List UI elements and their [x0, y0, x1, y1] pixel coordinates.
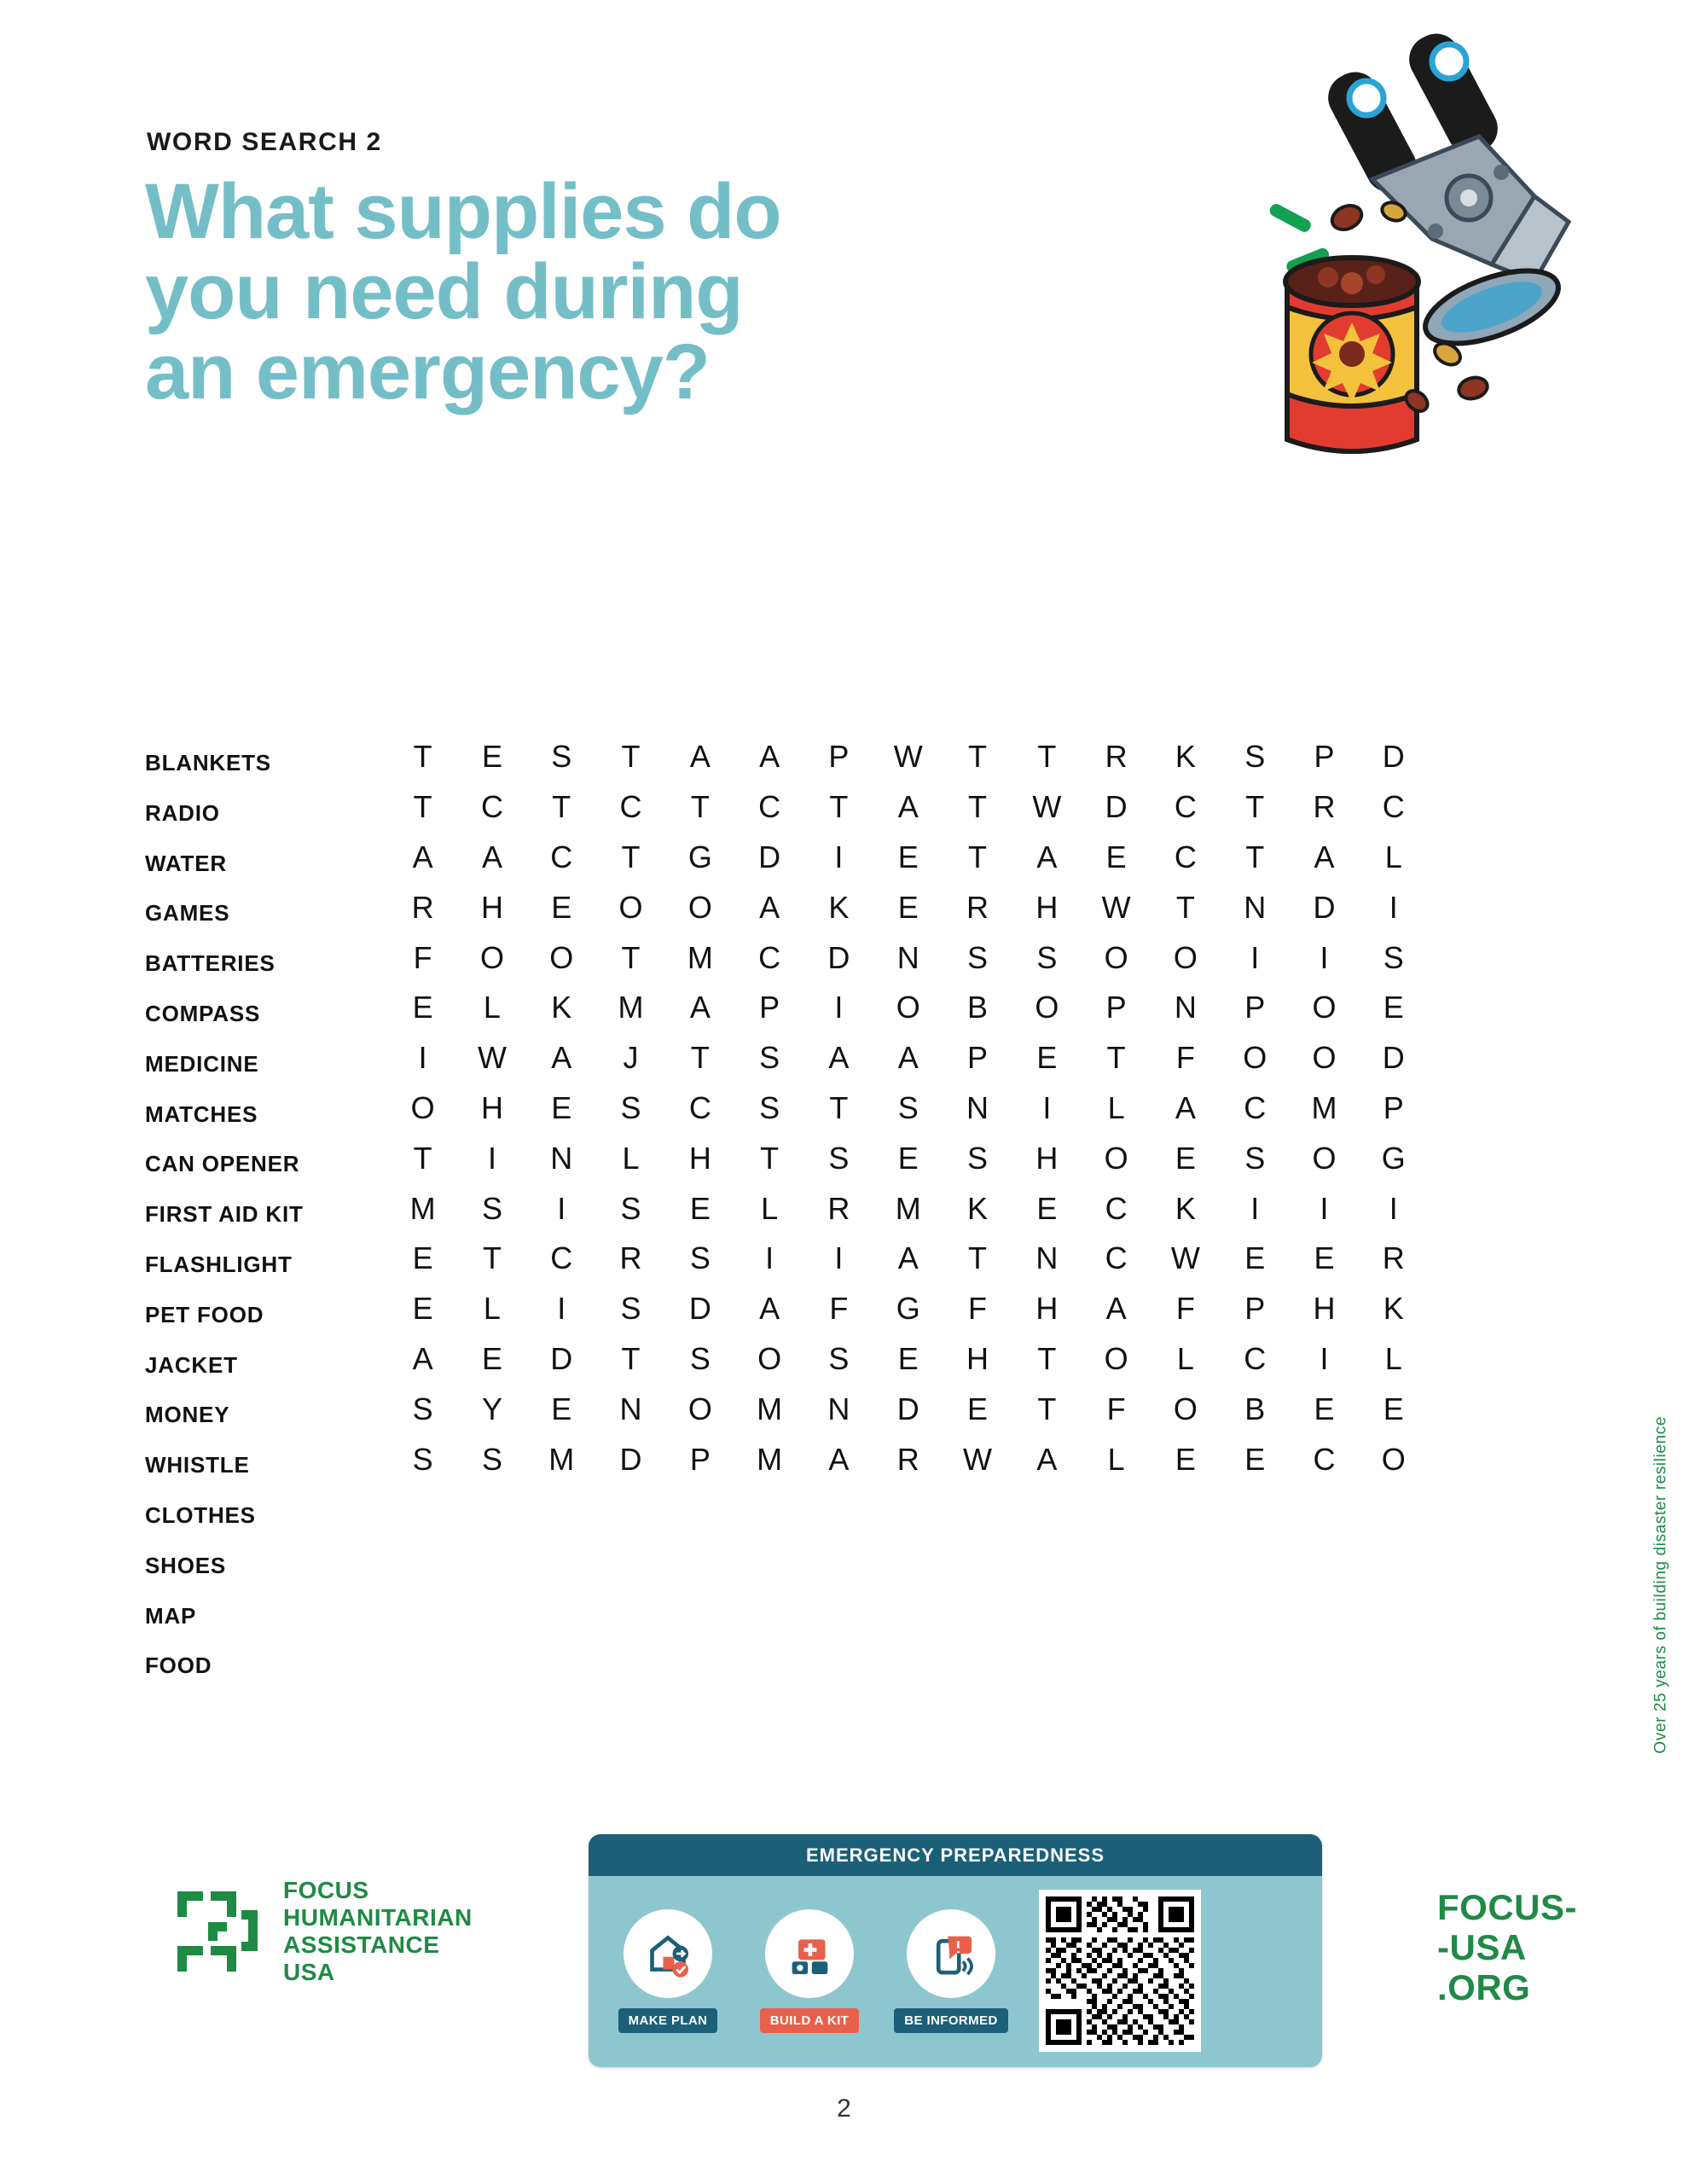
- grid-cell: N: [896, 939, 919, 975]
- grid-cell: E: [1036, 1190, 1058, 1226]
- grid-cell: K: [967, 1190, 989, 1226]
- grid-cell: T: [1037, 739, 1057, 775]
- grid-row: [388, 782, 1497, 833]
- word-list-item: FIRST AID KIT: [145, 1201, 304, 1228]
- grid-cell: O: [1312, 990, 1337, 1025]
- grid-cell: L: [1176, 1340, 1194, 1376]
- grid-cell: D: [688, 1291, 711, 1327]
- grid-cell: O: [687, 1391, 712, 1426]
- grid-cell: O: [1035, 990, 1059, 1025]
- grid-cell: T: [968, 739, 988, 775]
- grid-cell: A: [481, 839, 502, 874]
- word-list-item: WHISTLE: [145, 1452, 250, 1478]
- grid-cell: W: [963, 1441, 993, 1477]
- grid-cell: C: [1382, 789, 1405, 825]
- grid-cell: K: [1383, 1291, 1404, 1327]
- prep-item-make-plan: [604, 1909, 732, 2033]
- grid-cell: E: [897, 1340, 919, 1376]
- grid-cell: O: [1173, 939, 1198, 975]
- grid-cell: W: [1170, 1240, 1200, 1276]
- grid-cell: T: [1245, 789, 1265, 825]
- grid-row: [388, 1183, 1497, 1234]
- grid-cell: R: [966, 889, 989, 925]
- grid-cell: E: [481, 1340, 502, 1376]
- grid-cell: R: [896, 1441, 919, 1477]
- grid-row: [388, 1284, 1497, 1334]
- grid-cell: S: [689, 1340, 711, 1376]
- grid-cell: T: [413, 789, 432, 825]
- grid-row: [388, 1133, 1497, 1183]
- grid-cell: C: [619, 789, 642, 825]
- logo-line-4: USA: [283, 1958, 335, 1985]
- grid-cell: S: [897, 1089, 919, 1125]
- grid-cell: I: [834, 1240, 844, 1276]
- grid-cell: A: [689, 739, 711, 775]
- qr-code[interactable]: [1039, 1890, 1201, 2052]
- grid-cell: L: [1107, 1089, 1125, 1125]
- grid-cell: T: [760, 1140, 780, 1176]
- grid-cell: P: [689, 1441, 711, 1477]
- grid-cell: I: [557, 1190, 566, 1226]
- grid-cell: I: [1042, 1089, 1052, 1125]
- grid-cell: W: [893, 739, 923, 775]
- grid-cell: C: [1174, 789, 1197, 825]
- grid-cell: E: [897, 839, 919, 874]
- prep-label-build-a-kit: BUILD A KIT: [760, 2008, 859, 2033]
- grid-cell: G: [1381, 1140, 1406, 1176]
- grid-cell: D: [827, 939, 850, 975]
- grid-cell: T: [1037, 1391, 1057, 1426]
- word-list-item: WATER: [145, 850, 227, 876]
- grid-cell: O: [1312, 1140, 1337, 1176]
- grid-cell: E: [897, 889, 919, 925]
- grid-cell: C: [1244, 1089, 1267, 1125]
- grid-cell: N: [619, 1391, 642, 1426]
- grid-cell: L: [622, 1140, 640, 1176]
- word-list-item: CAN OPENER: [145, 1151, 300, 1177]
- grid-cell: M: [548, 1441, 575, 1477]
- grid-cell: A: [759, 739, 780, 775]
- grid-cell: E: [897, 1140, 919, 1176]
- grid-cell: E: [1383, 1391, 1404, 1426]
- grid-cell: P: [759, 990, 780, 1025]
- grid-cell: A: [1175, 1089, 1196, 1125]
- grid-cell: S: [689, 1240, 711, 1276]
- page-footer: [0, 1834, 1688, 2116]
- page-title: [145, 168, 1109, 415]
- grid-cell: C: [758, 939, 781, 975]
- grid-cell: S: [1244, 739, 1266, 775]
- grid-cell: E: [1175, 1140, 1196, 1176]
- grid-cell: S: [828, 1340, 850, 1376]
- grid-cell: A: [897, 789, 919, 825]
- url-line-3: .ORG: [1437, 1967, 1531, 2008]
- grid-cell: G: [687, 839, 712, 874]
- focus-logo-mark: [171, 1885, 264, 1978]
- grid-cell: B: [1244, 1391, 1266, 1426]
- grid-cell: T: [829, 1089, 849, 1125]
- grid-row: [388, 732, 1497, 782]
- grid-cell: O: [1104, 939, 1128, 975]
- grid-cell: A: [828, 1040, 850, 1076]
- grid-cell: K: [828, 889, 850, 925]
- emergency-preparedness-card: [589, 1834, 1322, 2067]
- logo-line-3: ASSISTANCE: [283, 1931, 440, 1958]
- grid-cell: E: [551, 1089, 572, 1125]
- grid-cell: D: [619, 1441, 642, 1477]
- grid-cell: D: [1382, 739, 1405, 775]
- grid-cell: T: [1175, 889, 1195, 925]
- website-url[interactable]: [1437, 1887, 1577, 2007]
- grid-cell: E: [1383, 990, 1404, 1025]
- grid-cell: E: [1244, 1441, 1266, 1477]
- grid-cell: I: [487, 1140, 496, 1176]
- grid-cell: N: [827, 1391, 850, 1426]
- grid-cell: A: [551, 1040, 572, 1076]
- grid-cell: E: [967, 1391, 989, 1426]
- grid-cell: S: [481, 1190, 502, 1226]
- grid-cell: L: [761, 1190, 779, 1226]
- grid-cell: I: [1320, 939, 1329, 975]
- grid-cell: O: [1173, 1391, 1198, 1426]
- grid-cell: R: [1313, 789, 1336, 825]
- grid-cell: R: [411, 889, 434, 925]
- grid-cell: T: [621, 739, 641, 775]
- grid-cell: F: [1175, 1040, 1195, 1076]
- grid-cell: S: [1036, 939, 1058, 975]
- grid-cell: M: [757, 1441, 783, 1477]
- grid-cell: L: [1107, 1441, 1125, 1477]
- grid-cell: I: [1389, 889, 1398, 925]
- grid-row: [388, 1033, 1497, 1083]
- grid-cell: N: [550, 1140, 573, 1176]
- grid-cell: A: [412, 839, 433, 874]
- grid-cell: I: [1250, 939, 1260, 975]
- grid-cell: S: [1383, 939, 1404, 975]
- phone-alert-icon: [907, 1909, 995, 1998]
- grid-cell: H: [480, 1089, 503, 1125]
- grid-cell: C: [550, 839, 573, 874]
- grid-cell: C: [758, 789, 781, 825]
- grid-cell: M: [409, 1190, 436, 1226]
- prep-label-make-plan: MAKE PLAN: [618, 2008, 718, 2033]
- word-list-item: BLANKETS: [145, 750, 271, 775]
- focus-logo-wordmark: [283, 1877, 473, 1986]
- grid-cell: D: [1313, 889, 1336, 925]
- grid-cell: I: [1320, 1340, 1329, 1376]
- grid-cell: C: [1244, 1340, 1267, 1376]
- grid-cell: E: [551, 889, 572, 925]
- grid-cell: R: [619, 1240, 642, 1276]
- word-search-grid: [388, 732, 1497, 1484]
- grid-cell: E: [1036, 1040, 1058, 1076]
- grid-cell: H: [688, 1140, 711, 1176]
- grid-row: [388, 1334, 1497, 1385]
- grid-cell: L: [483, 990, 501, 1025]
- word-list-item: PET FOOD: [145, 1301, 264, 1327]
- grid-cell: L: [483, 1291, 501, 1327]
- grid-cell: E: [1105, 839, 1127, 874]
- page-number: 2: [837, 2094, 851, 2123]
- grid-cell: F: [829, 1291, 849, 1327]
- grid-cell: A: [759, 889, 780, 925]
- grid-cell: T: [621, 1340, 641, 1376]
- grid-cell: A: [828, 1441, 850, 1477]
- grid-cell: H: [966, 1340, 989, 1376]
- can-opener-icon: [1320, 26, 1569, 282]
- grid-cell: S: [620, 1089, 641, 1125]
- grid-cell: J: [623, 1040, 639, 1076]
- grid-cell: O: [618, 889, 643, 925]
- kicker-label: WORD SEARCH 2: [147, 128, 382, 156]
- grid-cell: M: [1311, 1089, 1337, 1125]
- grid-cell: T: [690, 789, 710, 825]
- grid-cell: T: [1106, 1040, 1126, 1076]
- grid-cell: D: [550, 1340, 573, 1376]
- tagline-vertical: Over 25 years of building disaster resilience: [1652, 1416, 1670, 1754]
- first-aid-kit-icon: [765, 1909, 854, 1998]
- grid-cell: S: [551, 739, 572, 775]
- grid-cell: O: [757, 1340, 782, 1376]
- grid-cell: T: [1245, 839, 1265, 874]
- word-list-item: GAMES: [145, 900, 230, 926]
- grid-cell: A: [1036, 1441, 1058, 1477]
- grid-cell: S: [620, 1291, 641, 1327]
- grid-cell: I: [1250, 1190, 1260, 1226]
- grid-row: [388, 1083, 1497, 1134]
- word-list-item: MEDICINE: [145, 1050, 259, 1077]
- grid-cell: S: [620, 1190, 641, 1226]
- grid-cell: M: [618, 990, 644, 1025]
- grid-cell: W: [477, 1040, 507, 1076]
- headline-line-1: What supplies do: [145, 168, 781, 255]
- grid-cell: H: [480, 889, 503, 925]
- word-list-item: BATTERIES: [145, 950, 276, 977]
- grid-cell: O: [410, 1089, 435, 1125]
- grid-cell: D: [1105, 789, 1128, 825]
- grid-cell: O: [1104, 1140, 1128, 1176]
- word-list-item: MAP: [145, 1602, 197, 1629]
- grid-cell: F: [413, 939, 432, 975]
- grid-cell: K: [551, 990, 572, 1025]
- prep-item-be-informed: [887, 1909, 1015, 2033]
- url-line-2: -USA: [1437, 1927, 1527, 1968]
- grid-cell: S: [1244, 1140, 1266, 1176]
- grid-cell: F: [1106, 1391, 1126, 1426]
- headline-line-2: you need during: [145, 247, 743, 335]
- grid-cell: C: [550, 1240, 573, 1276]
- word-list: [145, 738, 401, 1691]
- grid-cell: M: [895, 1190, 921, 1226]
- grid-cell: E: [1314, 1240, 1335, 1276]
- grid-cell: I: [765, 1240, 774, 1276]
- word-list-item: COMPASS: [145, 1000, 261, 1026]
- grid-cell: H: [1313, 1291, 1336, 1327]
- grid-cell: C: [1313, 1441, 1336, 1477]
- grid-cell: A: [897, 1240, 919, 1276]
- word-list-item: RADIO: [145, 799, 220, 826]
- grid-cell: A: [759, 1291, 780, 1327]
- grid-cell: G: [896, 1291, 920, 1327]
- grid-cell: P: [1383, 1089, 1404, 1125]
- grid-cell: E: [412, 1291, 433, 1327]
- grid-cell: W: [1032, 789, 1062, 825]
- grid-cell: T: [621, 839, 641, 874]
- grid-cell: O: [479, 939, 504, 975]
- grid-cell: R: [1105, 739, 1128, 775]
- grid-cell: P: [1244, 990, 1266, 1025]
- word-list-item: MATCHES: [145, 1101, 258, 1127]
- grid-cell: E: [1244, 1240, 1266, 1276]
- grid-cell: C: [1174, 839, 1197, 874]
- grid-cell: A: [897, 1040, 919, 1076]
- can-of-beans: [1285, 256, 1568, 451]
- grid-cell: T: [413, 1140, 432, 1176]
- grid-cell: A: [1105, 1291, 1127, 1327]
- grid-cell: E: [481, 739, 502, 775]
- grid-cell: D: [758, 839, 781, 874]
- grid-cell: I: [557, 1291, 566, 1327]
- word-list-item: MONEY: [145, 1402, 230, 1428]
- grid-cell: K: [1175, 739, 1196, 775]
- grid-cell: T: [690, 1040, 710, 1076]
- grid-cell: E: [412, 990, 433, 1025]
- grid-row: [388, 1384, 1497, 1434]
- grid-cell: F: [968, 1291, 988, 1327]
- prep-card-title: EMERGENCY PREPAREDNESS: [589, 1834, 1322, 1876]
- grid-cell: A: [689, 990, 711, 1025]
- grid-cell: S: [412, 1441, 433, 1477]
- grid-cell: N: [966, 1089, 989, 1125]
- grid-cell: E: [551, 1391, 572, 1426]
- grid-cell: O: [1312, 1040, 1337, 1076]
- grid-cell: E: [1175, 1441, 1196, 1477]
- focus-logo: [171, 1877, 473, 1986]
- grid-cell: A: [412, 1340, 433, 1376]
- grid-cell: C: [1105, 1190, 1128, 1226]
- word-list-item: FLASHLIGHT: [145, 1251, 293, 1277]
- grid-cell: O: [549, 939, 574, 975]
- grid-cell: S: [481, 1441, 502, 1477]
- grid-cell: I: [834, 839, 844, 874]
- grid-cell: R: [1382, 1240, 1405, 1276]
- grid-cell: S: [759, 1089, 780, 1125]
- grid-cell: P: [1244, 1291, 1266, 1327]
- grid-cell: I: [418, 1040, 427, 1076]
- grid-cell: M: [757, 1391, 783, 1426]
- grid-cell: O: [896, 990, 920, 1025]
- grid-cell: C: [1105, 1240, 1128, 1276]
- grid-cell: I: [1389, 1190, 1398, 1226]
- headline-line-3: an emergency?: [145, 328, 710, 415]
- grid-cell: I: [834, 990, 844, 1025]
- grid-cell: T: [968, 839, 988, 874]
- grid-cell: O: [1243, 1040, 1267, 1076]
- grid-cell: L: [1384, 1340, 1402, 1376]
- grid-cell: E: [1314, 1391, 1335, 1426]
- grid-cell: E: [689, 1190, 711, 1226]
- grid-cell: I: [1320, 1190, 1329, 1226]
- grid-cell: S: [967, 1140, 989, 1176]
- grid-cell: T: [968, 789, 988, 825]
- prep-item-build-a-kit: [745, 1909, 873, 2033]
- grid-cell: T: [621, 939, 641, 975]
- grid-cell: N: [1035, 1240, 1059, 1276]
- grid-cell: L: [1384, 839, 1402, 874]
- grid-cell: A: [1314, 839, 1335, 874]
- grid-cell: S: [967, 939, 989, 975]
- grid-cell: H: [1035, 889, 1059, 925]
- grid-cell: S: [759, 1040, 780, 1076]
- grid-cell: T: [829, 789, 849, 825]
- grid-cell: T: [552, 789, 571, 825]
- grid-cell: M: [687, 939, 713, 975]
- grid-cell: E: [412, 1240, 433, 1276]
- grid-cell: P: [828, 739, 850, 775]
- prep-label-be-informed: BE INFORMED: [894, 2008, 1007, 2033]
- grid-row: [388, 833, 1497, 883]
- grid-row: [388, 1234, 1497, 1284]
- grid-row: [388, 1434, 1497, 1484]
- can-opener-illustration: [1091, 9, 1637, 657]
- grid-cell: H: [1035, 1140, 1059, 1176]
- grid-cell: S: [828, 1140, 850, 1176]
- grid-cell: T: [413, 739, 432, 775]
- word-list-item: CLOTHES: [145, 1502, 256, 1528]
- prep-card-body: [589, 1876, 1322, 2067]
- grid-cell: O: [1381, 1441, 1406, 1477]
- grid-cell: O: [1104, 1340, 1128, 1376]
- grid-cell: S: [412, 1391, 433, 1426]
- url-line-1: FOCUS-: [1437, 1887, 1577, 1927]
- logo-line-2: HUMANITARIAN: [283, 1903, 473, 1931]
- grid-cell: R: [827, 1190, 850, 1226]
- logo-line-1: FOCUS: [283, 1877, 369, 1903]
- grid-row: [388, 983, 1497, 1033]
- grid-cell: C: [688, 1089, 711, 1125]
- page-header: [145, 128, 1169, 415]
- grid-cell: N: [1244, 889, 1267, 925]
- grid-cell: B: [967, 990, 989, 1025]
- grid-cell: T: [968, 1240, 988, 1276]
- grid-cell: W: [1101, 889, 1131, 925]
- grid-cell: H: [1035, 1291, 1059, 1327]
- word-list-item: JACKET: [145, 1351, 238, 1378]
- grid-cell: N: [1174, 990, 1197, 1025]
- grid-cell: T: [482, 1240, 502, 1276]
- grid-cell: T: [1037, 1340, 1057, 1376]
- grid-cell: D: [896, 1391, 919, 1426]
- grid-cell: D: [1382, 1040, 1405, 1076]
- grid-cell: A: [1036, 839, 1058, 874]
- grid-row: [388, 882, 1497, 932]
- grid-cell: P: [1105, 990, 1127, 1025]
- grid-cell: K: [1175, 1190, 1196, 1226]
- grid-cell: O: [687, 889, 712, 925]
- grid-cell: C: [480, 789, 503, 825]
- grid-cell: F: [1175, 1291, 1195, 1327]
- word-list-item: SHOES: [145, 1552, 227, 1578]
- grid-row: [388, 932, 1497, 983]
- grid-cell: P: [967, 1040, 989, 1076]
- house-with-arrow-icon: [624, 1909, 712, 1998]
- grid-cell: Y: [481, 1391, 502, 1426]
- grid-cell: P: [1314, 739, 1335, 775]
- word-list-item: FOOD: [145, 1653, 212, 1679]
